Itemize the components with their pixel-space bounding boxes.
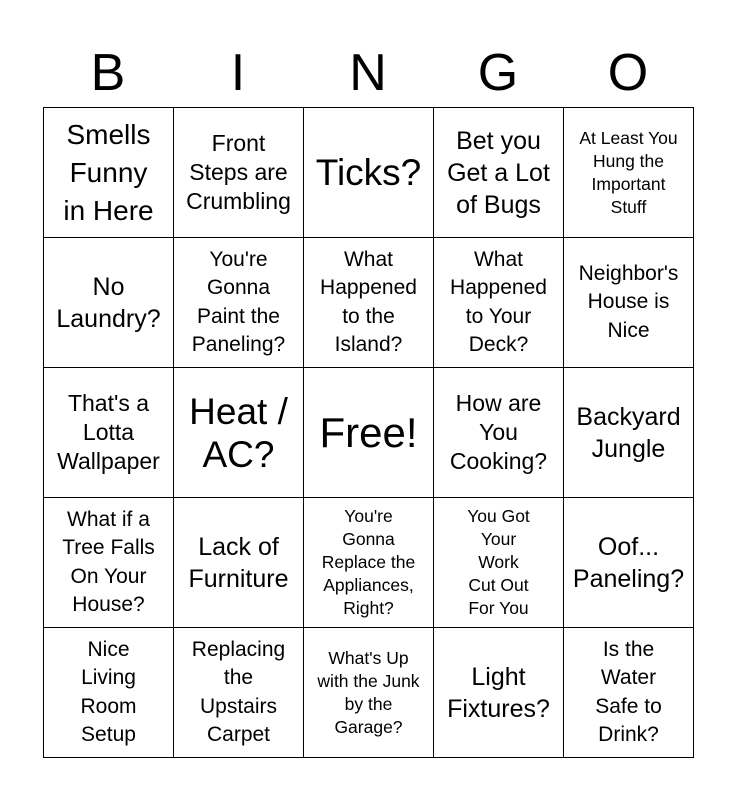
bingo-cell-r4-c4[interactable] (434, 498, 564, 628)
cell-text: Smells Funny in Here (63, 118, 154, 226)
bingo-cell-r2-c5[interactable] (564, 238, 694, 368)
cell-text: No Laundry? (56, 272, 161, 333)
cell-text: Neighbor's House is Nice (578, 261, 679, 342)
header-letter-o: O (607, 44, 649, 102)
bingo-cell-r1-c1[interactable] (44, 108, 174, 238)
bingo-cell-r2-c1[interactable] (44, 238, 174, 368)
header-letter-n: N (349, 44, 387, 102)
cell-text: Ticks? (315, 152, 422, 193)
header-letter-i: I (230, 44, 246, 102)
bingo-cell-r3-c2[interactable] (174, 368, 304, 498)
bingo-cell-r3-c3[interactable] (304, 368, 434, 498)
cell-text: What if a Tree Falls On Your House? (62, 507, 155, 616)
bingo-cell-r4-c5[interactable] (564, 498, 694, 628)
bingo-cell-r1-c2[interactable] (174, 108, 304, 238)
cell-text: Replacing the Upstairs Carpet (191, 637, 286, 746)
bingo-cell-r4-c1[interactable] (44, 498, 174, 628)
bingo-cell-r3-c4[interactable] (434, 368, 564, 498)
cell-text: Heat / AC? (189, 390, 288, 475)
bingo-cell-r5-c1[interactable] (44, 628, 174, 758)
bingo-cell-r5-c3[interactable] (304, 628, 434, 758)
cell-text: Light Fixtures? (447, 662, 550, 723)
cell-text: How are You Cooking? (449, 390, 548, 474)
bingo-cell-r4-c3[interactable] (304, 498, 434, 628)
cell-text: Oof... Paneling? (572, 532, 685, 593)
cell-text: Bet you Get a Lot of Bugs (447, 126, 550, 219)
bingo-cell-r3-c5[interactable] (564, 368, 694, 498)
bingo-cell-r4-c2[interactable] (174, 498, 304, 628)
header-letter-b: B (90, 44, 126, 102)
bingo-cell-r5-c5[interactable] (564, 628, 694, 758)
header-letter-g: G (477, 44, 519, 102)
bingo-cell-r2-c4[interactable] (434, 238, 564, 368)
bingo-cell-r1-c3[interactable] (304, 108, 434, 238)
cell-text: At Least You Hung the Important Stuff (579, 127, 678, 217)
free-space: Free! (319, 408, 418, 456)
cell-text: That's a Lotta Wallpaper (57, 390, 160, 474)
cell-text: You're Gonna Replace the Appliances, Right? (321, 506, 416, 618)
bingo-cell-r2-c2[interactable] (174, 238, 304, 368)
cell-text: Front Steps are Crumbling (186, 130, 291, 214)
bingo-cell-r3-c1[interactable] (44, 368, 174, 498)
cell-text: What Happened to the Island? (320, 247, 417, 356)
bingo-cell-r5-c2[interactable] (174, 628, 304, 758)
cell-text: Backyard Jungle (576, 402, 681, 463)
cell-text: What's Up with the Junk by the Garage? (317, 647, 420, 737)
cell-text: Is the Water Safe to Drink? (595, 637, 662, 746)
bingo-board (43, 107, 694, 758)
bingo-cell-r1-c5[interactable] (564, 108, 694, 238)
cell-text: You Got Your Work Cut Out For You (467, 506, 530, 618)
cell-text: Nice Living Room Setup (80, 637, 137, 746)
bingo-cell-r2-c3[interactable] (304, 238, 434, 368)
bingo-header (43, 40, 693, 106)
bingo-cell-r1-c4[interactable] (434, 108, 564, 238)
cell-text: What Happened to Your Deck? (450, 247, 547, 356)
bingo-cell-r5-c4[interactable] (434, 628, 564, 758)
cell-text: Lack of Furniture (188, 532, 289, 593)
cell-text: You're Gonna Paint the Paneling? (191, 247, 286, 356)
